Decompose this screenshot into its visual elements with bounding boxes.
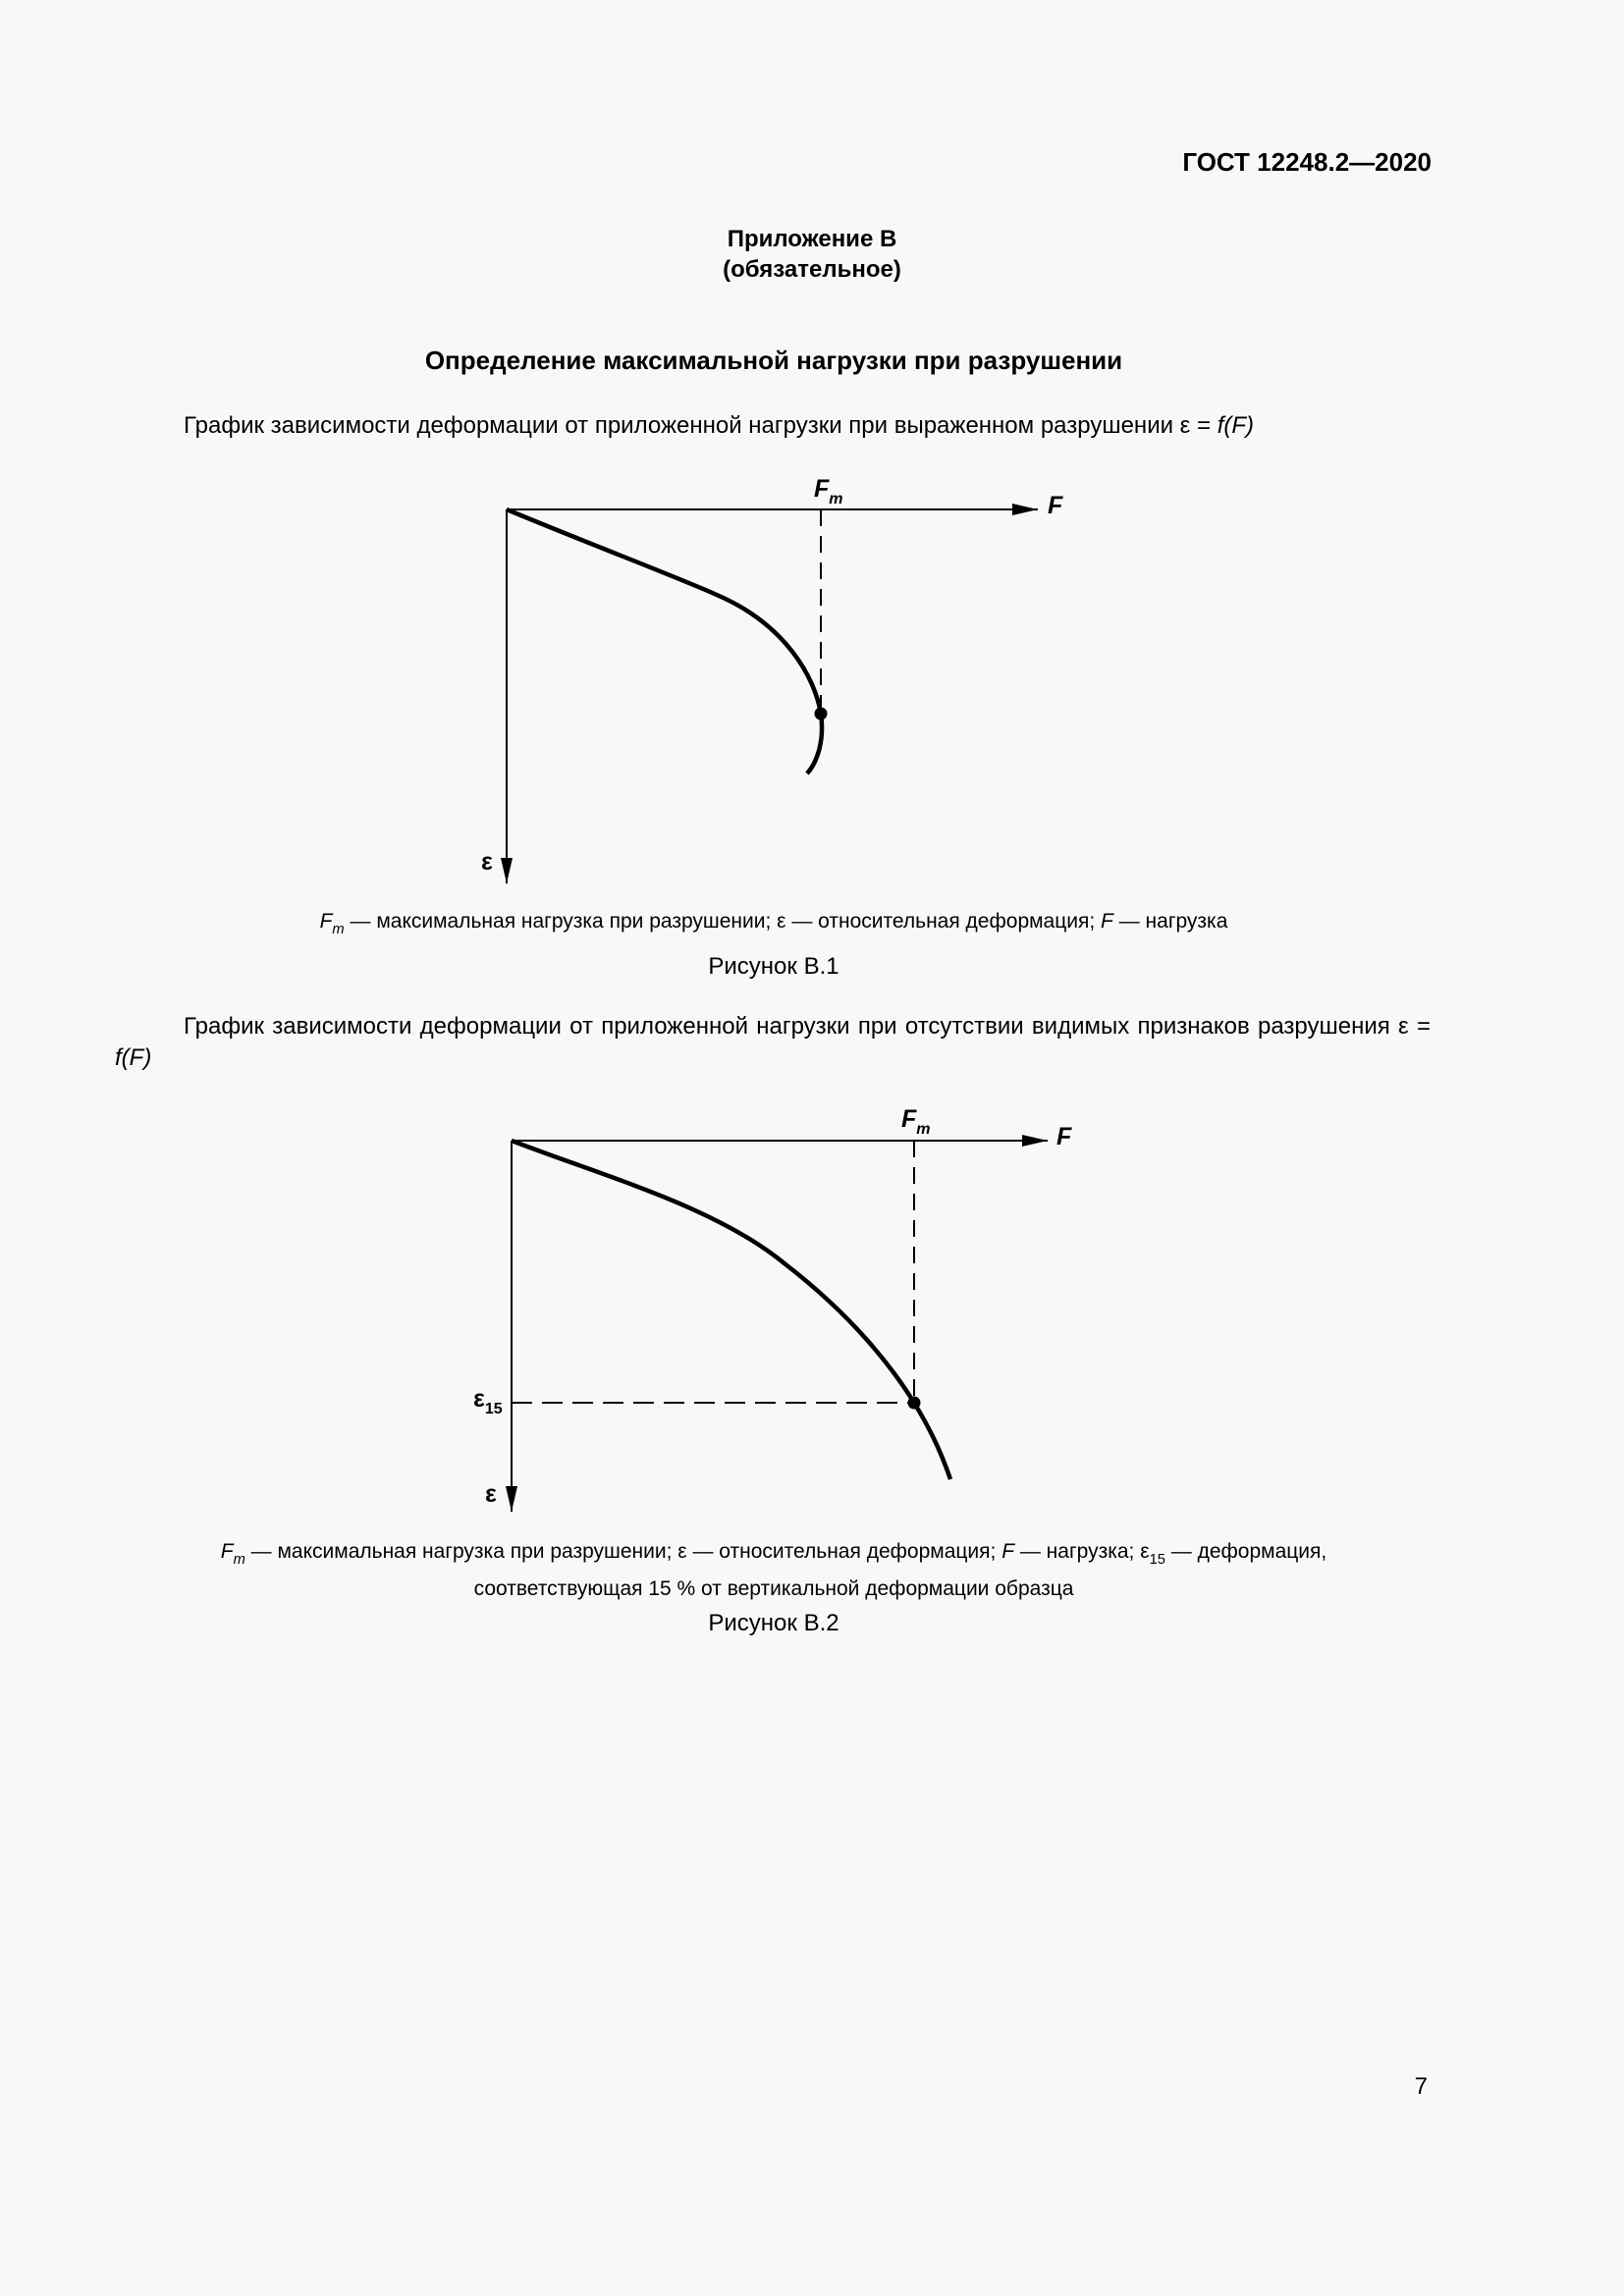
figure2-curve [512, 1141, 950, 1479]
figure2-legend [167, 1537, 1380, 1604]
figure1-y-axis-label: ε [481, 848, 493, 876]
figure2-caption: Рисунок В.2 [708, 1610, 839, 1636]
figure2-legend-text-c: — деформация, [1164, 1540, 1327, 1563]
figure2-point [908, 1397, 921, 1410]
figure1-intro-function: f(F) [1217, 412, 1255, 439]
section-title: Определение максимальной нагрузки при разрушении [424, 346, 1123, 375]
figure1-legend-fm: $F_m$ [319, 910, 345, 937]
figure2-legend-line2: соответствующая 15 % от вертикальной деформации образца [473, 1577, 1074, 1600]
figure1-graph [452, 475, 1090, 893]
figure2-legend-eps15: $\varepsilon_{15}$ [1140, 1540, 1165, 1568]
figure1-intro-text: График зависимости деформации от приложенной нагрузки при выраженном разрушении [184, 412, 1173, 439]
figure1-failure-point [815, 708, 828, 721]
figure2-legend-text-a: — максимальная нагрузка при разрушении; ε — относительная деформация; [244, 1540, 1002, 1563]
standard-number: ГОСТ 12248.2—2020 [1182, 147, 1432, 177]
figure1-intro-eps: ε = [1179, 412, 1218, 439]
appendix-status: (обязательное) [723, 256, 901, 283]
figure1-x-axis-label: F [1048, 492, 1063, 519]
figure2-legend-line1 [167, 1537, 1380, 1575]
figure2-graph [461, 1105, 1100, 1522]
figure2-fm-label: $F_m$ [901, 1105, 931, 1138]
figure2-intro-function: f(F) [115, 1044, 152, 1071]
figure1-legend-text-b: — нагрузка [1112, 910, 1228, 933]
figure2-legend-fm: $F_m$ [220, 1540, 245, 1568]
figure2-y-axis-label: ε [485, 1480, 497, 1508]
figure1-legend-f: F [1101, 910, 1113, 933]
figure1-caption: Рисунок В.1 [708, 953, 839, 980]
figure2-x-axis-label: F [1056, 1123, 1072, 1150]
figure1-legend [0, 907, 1547, 944]
figure1-intro [184, 410, 1254, 442]
page-number: 7 [1414, 2073, 1428, 2100]
figure1-curve [507, 509, 822, 774]
figure2-intro-text: График зависимости деформации от приложенной нагрузки при отсутствии видимых признаков разрушения [184, 1013, 1390, 1040]
figure2-legend-f: F [1001, 1540, 1015, 1563]
figure2-intro [115, 1011, 1431, 1074]
figure2-legend-text-b: — нагрузка; [1014, 1540, 1141, 1563]
appendix-label: Приложение В [727, 226, 897, 252]
figure2-intro-eps: ε = [1398, 1013, 1431, 1040]
appendix-heading [0, 224, 1624, 285]
figure2-eps15-label: $\varepsilon_{15}$ [473, 1385, 503, 1417]
figure1-fm-label: $F_m$ [814, 475, 843, 507]
figure1-legend-text-a: — максимальная нагрузка при разрушении; ε — относительная деформация; [344, 910, 1102, 933]
